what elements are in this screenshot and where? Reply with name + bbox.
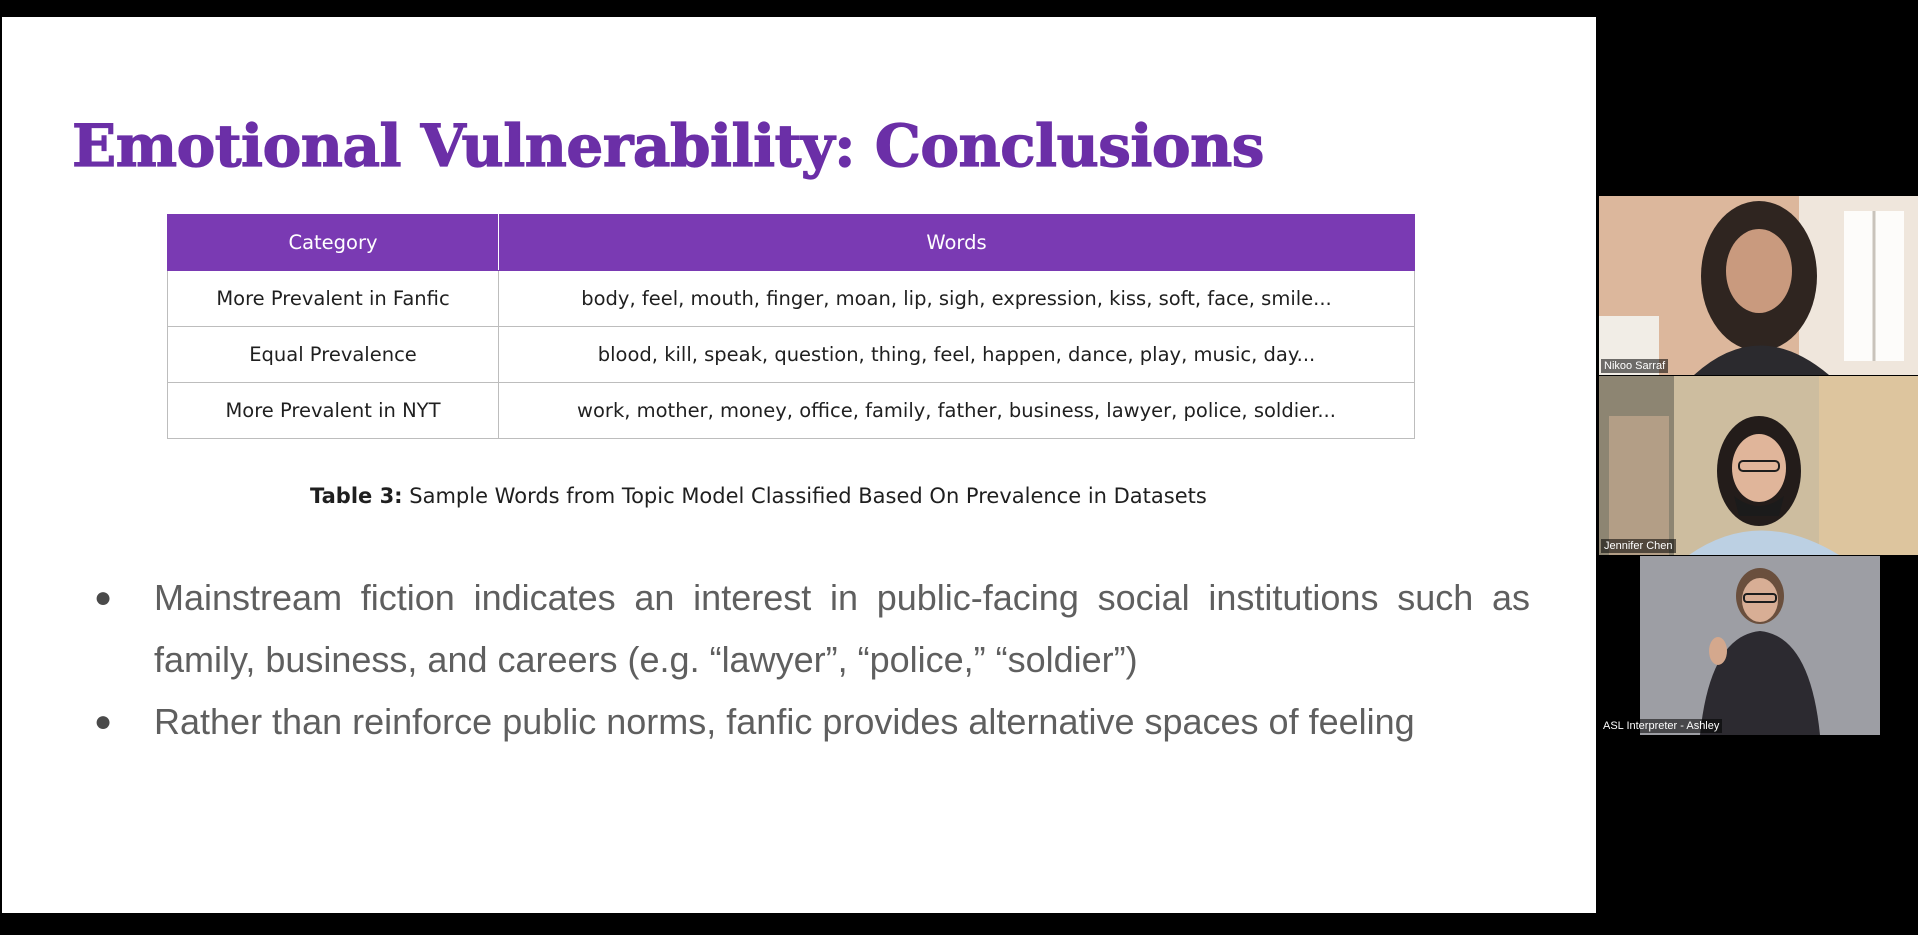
bullet-icon: ● <box>94 705 113 738</box>
table-caption-text: Sample Words from Topic Model Classified Based On Prevalence in Datasets <box>402 484 1207 508</box>
bullet-text: Rather than reinforce public norms, fanfic provides alternative spaces of feeling <box>154 701 1415 742</box>
bullet-item <box>90 567 1530 691</box>
participant-name-label: Jennifer Chen <box>1601 539 1676 553</box>
table-caption-label: Table 3: <box>310 484 403 508</box>
bullet-icon: ● <box>94 581 113 614</box>
slide-title: Emotional Vulnerability: Conclusions <box>72 112 1264 180</box>
table-header-row <box>168 215 1415 271</box>
column-header-category: Category <box>168 215 499 271</box>
table-row <box>168 327 1415 383</box>
participant-name-label: ASL Interpreter - Ashley <box>1600 719 1722 733</box>
table-row <box>168 383 1415 439</box>
table-cell-words: body, feel, mouth, finger, moan, lip, sigh, expression, kiss, soft, face, smile... <box>499 271 1415 327</box>
column-header-words: Words <box>499 215 1415 271</box>
bullet-text: Mainstream fiction indicates an interest in public-facing social institutions such as family, business, and careers (e.g. “lawyer”, “police,” “soldier”) <box>154 577 1530 680</box>
topic-words-table <box>167 214 1415 439</box>
participant-video-tile[interactable] <box>1599 376 1918 555</box>
table-cell-category: Equal Prevalence <box>168 327 499 383</box>
table-caption <box>310 484 1207 508</box>
shared-slide <box>2 17 1596 913</box>
bullet-list <box>90 567 1530 753</box>
table-row <box>168 271 1415 327</box>
participant-video-tile[interactable] <box>1599 196 1918 375</box>
participant-video-feed <box>1640 556 1880 735</box>
table-cell-words: work, mother, money, office, family, father, business, lawyer, police, soldier... <box>499 383 1415 439</box>
participant-video-feed <box>1599 196 1918 375</box>
participant-name-label: Nikoo Sarraf <box>1601 359 1668 373</box>
table-cell-category: More Prevalent in NYT <box>168 383 499 439</box>
table-cell-words: blood, kill, speak, question, thing, feel, happen, dance, play, music, day... <box>499 327 1415 383</box>
bullet-item <box>90 691 1530 753</box>
table-cell-category: More Prevalent in Fanfic <box>168 271 499 327</box>
participant-video-tile[interactable] <box>1640 556 1880 735</box>
participant-video-feed <box>1599 376 1918 555</box>
